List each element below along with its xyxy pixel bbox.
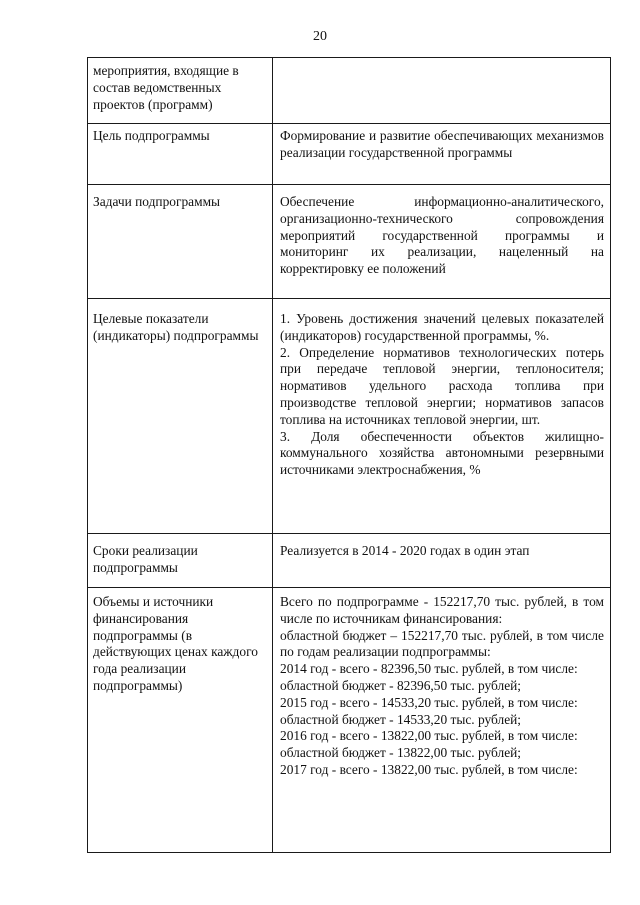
- table-row: [88, 534, 611, 588]
- table-row: [88, 185, 611, 299]
- row-value-funding: [273, 588, 611, 853]
- row-label-timeline: Сроки реализации подпрограммы: [88, 534, 273, 588]
- row-label-funding: Объемы и источники финансирования подпрограммы (в действующих ценах каждого года реализации подпрограммы): [88, 588, 273, 853]
- row-value-indicators: [273, 299, 611, 534]
- table-row: [88, 588, 611, 853]
- funding-line: областной бюджет – 152217,70 тыс. рублей, в том числе по годам реализации подпрограммы:: [280, 627, 604, 660]
- funding-line: областной бюджет - 13822,00 тыс. рублей;: [280, 745, 522, 761]
- row-label-departmental-projects: мероприятия, входящие в состав ведомственных проектов (программ): [88, 58, 273, 124]
- table-row: [88, 299, 611, 534]
- row-label-goal: Цель подпрограммы: [88, 124, 273, 185]
- row-label-indicators: Целевые показатели (индикаторы) подпрограммы: [88, 299, 273, 534]
- page-number: 20: [313, 29, 327, 44]
- funding-line: Всего по подпрограмме - 152217,70 тыс. рублей, в том числе по источникам финансирования:: [280, 594, 604, 626]
- row-label-tasks: Задачи подпрограммы: [88, 185, 273, 299]
- funding-line: 2015 год - всего - 14533,20 тыс. рублей, в том числе:: [280, 694, 578, 710]
- subprogram-passport-table: [87, 57, 611, 853]
- row-value-tasks: Обеспечение информационно-аналитического, организационно-технического сопровождения мероприятий государственной программы и мониторинг их реализации, нацеленный на корректировку ее положений: [273, 185, 611, 299]
- funding-line: областной бюджет - 14533,20 тыс. рублей;: [280, 711, 522, 727]
- funding-line: областной бюджет - 82396,50 тыс. рублей;: [280, 677, 522, 693]
- table-row: [88, 58, 611, 124]
- table-row: [88, 124, 611, 185]
- row-value-departmental-projects: [273, 58, 611, 124]
- row-value-goal: Формирование и развитие обеспечивающих механизмов реализации государственной программы: [273, 124, 611, 185]
- indicator-item: 3. Доля обеспеченности объектов жилищно-коммунального хозяйства автономными резервными источниками электроснабжения, %: [280, 428, 604, 478]
- funding-line: 2014 год - всего - 82396,50 тыс. рублей, в том числе:: [280, 661, 578, 677]
- row-value-timeline: Реализуется в 2014 - 2020 годах в один этап: [273, 534, 611, 588]
- funding-line: 2017 год - всего - 13822,00 тыс. рублей, в том числе:: [280, 761, 578, 777]
- funding-line: 2016 год - всего - 13822,00 тыс. рублей, в том числе:: [280, 728, 578, 744]
- indicator-item: 1. Уровень достижения значений целевых показателей (индикаторов) государственной программы, %.: [280, 311, 604, 343]
- indicator-item: 2. Определение нормативов технологических потерь при передаче тепловой энергии, теплоносителя; нормативов удельного расхода топлива при производстве тепловой энергии; нормативов запасов топлива на источниках тепловой энергии, шт.: [280, 344, 604, 427]
